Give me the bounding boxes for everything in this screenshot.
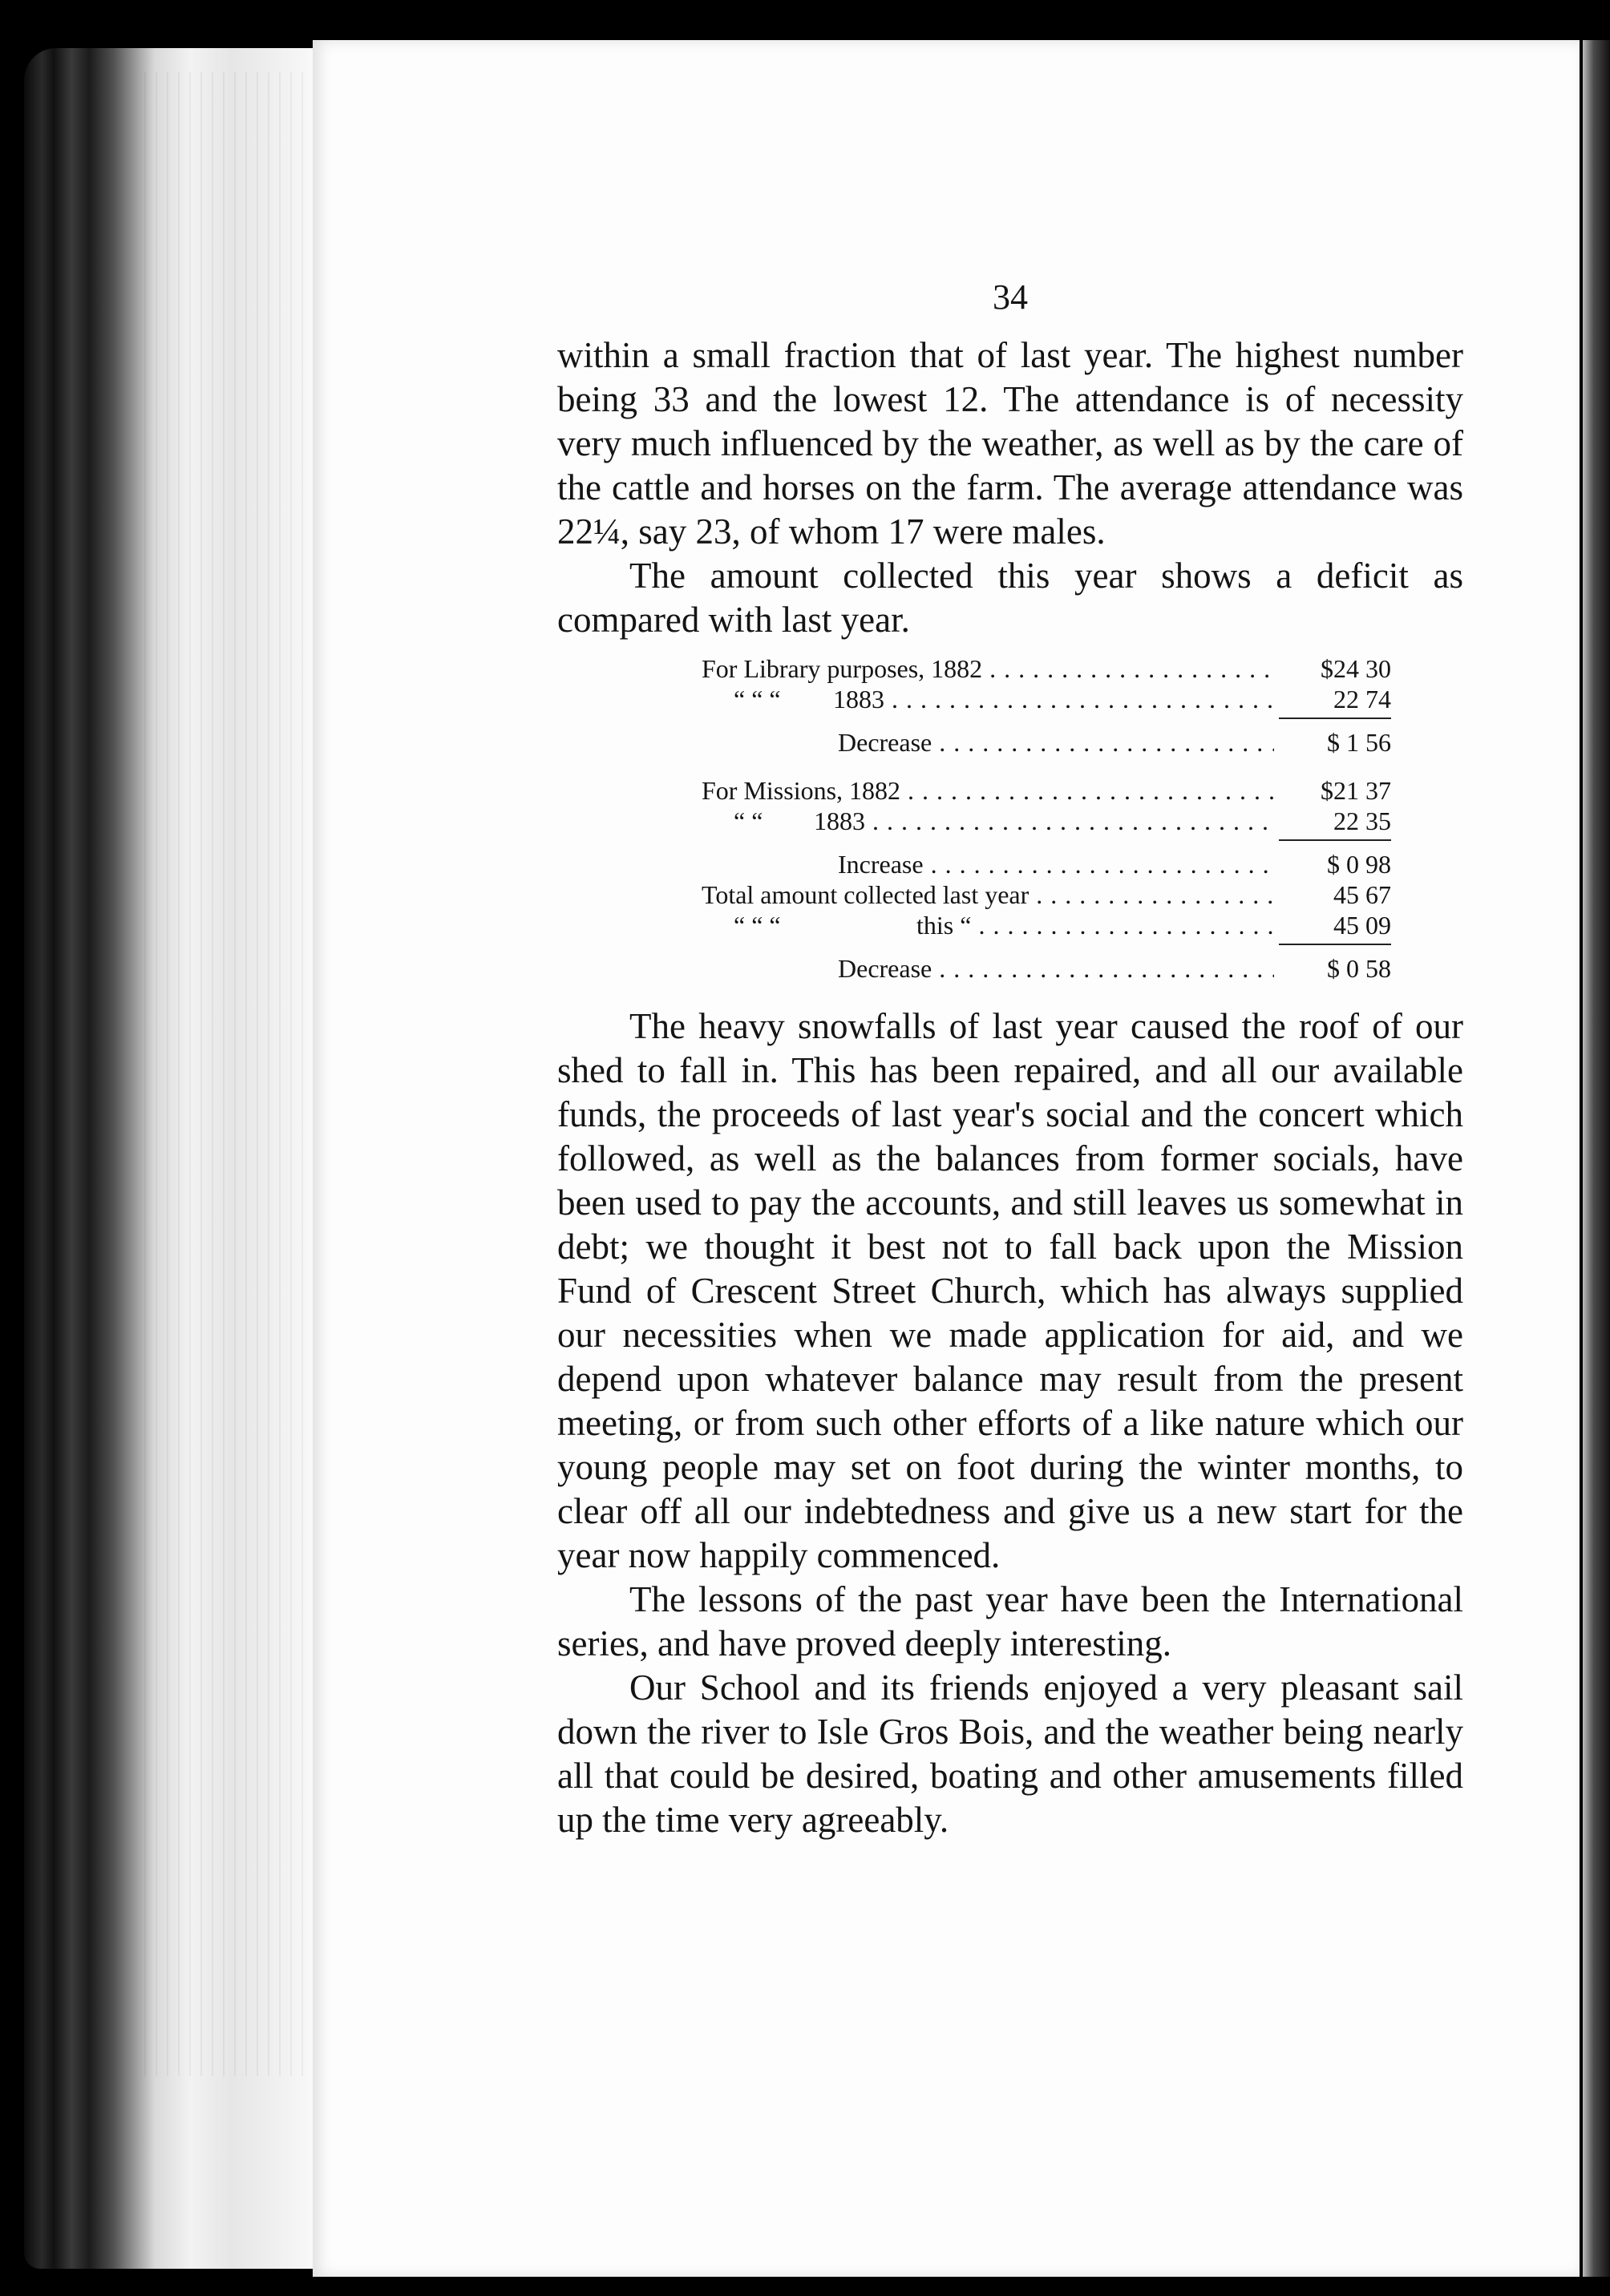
ledger-label: Increase . . . xyxy=(702,849,1274,879)
ditto-marks: “ “ xyxy=(734,806,763,835)
ledger-amount: $21 37 xyxy=(1274,775,1391,806)
ledger-label xyxy=(702,684,1274,714)
ledger-year: 1883 xyxy=(814,806,865,835)
accounts-ledger xyxy=(702,653,1391,984)
ledger-row-total-decrease xyxy=(702,953,1391,984)
paragraph-attendance: within a small fraction that of last year. The highest number being 33 and the lowest 12. The attendance is of necessity very much influenced by the weather, as well as by the care of the cattle and horses on the farm. The average attendance was 22¼, say 23, of whom 17 were males. xyxy=(557,335,1463,552)
ledger-amount: $24 30 xyxy=(1274,653,1391,684)
ledger-amount: $ 1 56 xyxy=(1274,727,1391,758)
ledger-label: Decrease . . . xyxy=(702,727,1274,758)
sum-rule xyxy=(1279,839,1391,841)
ledger-row-missions-increase xyxy=(702,849,1391,879)
ledger-row-library-decrease xyxy=(702,727,1391,758)
ledger-label xyxy=(702,910,1274,940)
ledger-amount: $ 0 98 xyxy=(1274,849,1391,879)
ledger-amount: 22 74 xyxy=(1274,684,1391,714)
ledger-amount: 45 09 xyxy=(1274,910,1391,940)
ledger-label: Decrease . . . xyxy=(702,953,1274,984)
ledger-amount: 22 35 xyxy=(1274,806,1391,836)
page-number: 34 xyxy=(993,277,1028,317)
paragraph-excursion: Our School and its friends enjoyed a very pleasant sail down the river to Isle Gros Bois, and the weather being nearly all that could be desired, boating and other amusements filled up the time very agreeably. xyxy=(557,1667,1463,1840)
page-edge-lines xyxy=(144,72,321,2076)
paragraph-snowfalls: The heavy snowfalls of last year caused the roof of our shed to fall in. This has been repaired, and all our available funds, the proceeds of last year's social and the concert which followed, as well as the balances from former socials, have been used to pay the accounts, and still leaves us somewhat in debt; we thought it best not to fall back upon the Mission Fund of Crescent Street Church, which has always supplied our necessities when we made application for aid, and we depend upon whatever balance may result from the present meeting, or from such other efforts of a like nature which our young people may set on foot during the winter months, to clear off all our indebtedness and give us a new start for the year now happily commenced. xyxy=(557,1006,1463,1575)
ledger-amount: $ 0 58 xyxy=(1274,953,1391,984)
ledger-row-library-1882 xyxy=(702,653,1391,684)
ledger-year: 1883 xyxy=(833,685,884,713)
sum-rule xyxy=(1279,718,1391,719)
ledger-row-total-last xyxy=(702,879,1391,910)
ditto-marks: “ “ “ xyxy=(734,911,781,940)
ledger-label xyxy=(702,806,1274,836)
ditto-marks: “ “ “ xyxy=(734,685,781,713)
ledger-year: this “ xyxy=(916,911,972,940)
book-right-edge xyxy=(1583,40,1610,2277)
ledger-amount: 45 67 xyxy=(1274,879,1391,910)
ledger-label: For Missions, 1882 . . . xyxy=(702,775,1274,806)
paragraph-amount-collected: The amount collected this year shows a deficit as compared with last year. xyxy=(557,556,1463,640)
paragraph-lessons: The lessons of the past year have been the International series, and have proved deeply interesting. xyxy=(557,1579,1463,1663)
book-page-edges xyxy=(24,48,321,2269)
ledger-row-missions-1882 xyxy=(702,775,1391,806)
ledger-label: For Library purposes, 1882 . . . xyxy=(702,653,1274,684)
ledger-row-library-1883 xyxy=(702,684,1391,714)
ledger-row-total-this xyxy=(702,910,1391,940)
sum-rule xyxy=(1279,944,1391,945)
ledger-row-missions-1883 xyxy=(702,806,1391,836)
ledger-label: Total amount collected last year . . . xyxy=(702,879,1274,910)
page-content xyxy=(557,277,1463,1842)
